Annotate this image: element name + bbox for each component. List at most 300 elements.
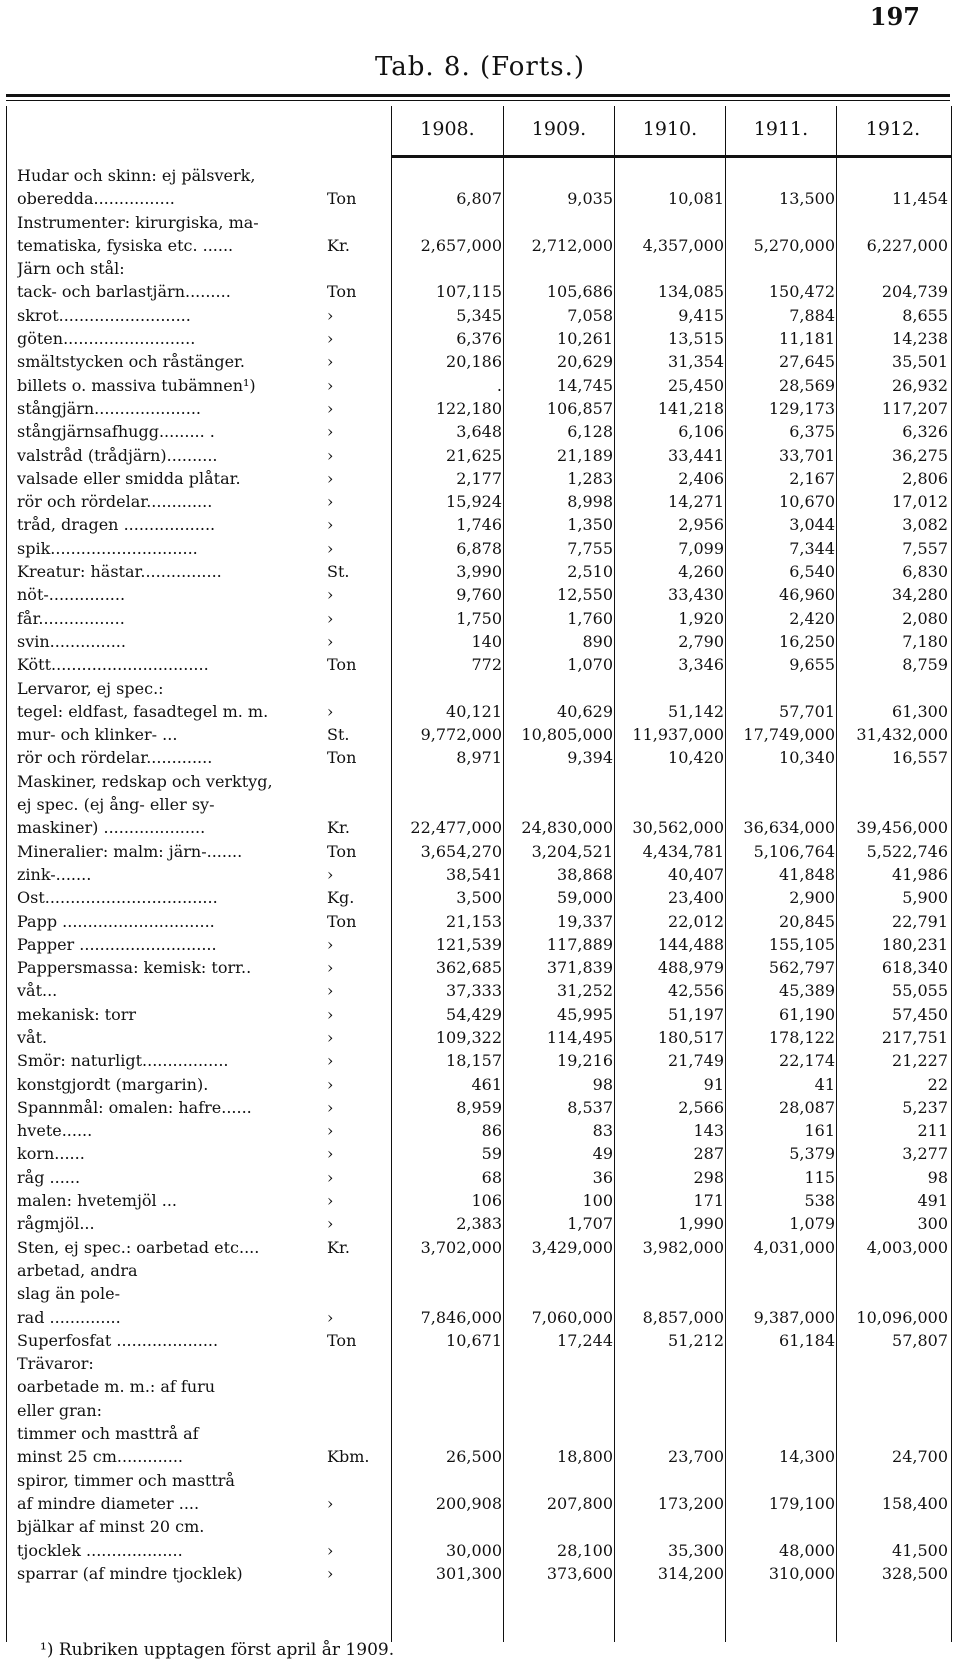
value-cell-1910: 40,407 [668, 864, 724, 884]
value-cell-1912: 3,277 [902, 1144, 948, 1164]
row-unit: › [327, 352, 334, 372]
value-cell-1908: 26,500 [446, 1447, 502, 1467]
row-label: spiror, timmer och masttrå [17, 1470, 235, 1490]
row-unit: Kr. [327, 818, 350, 838]
table-row [7, 1562, 951, 1585]
table-row [7, 770, 951, 793]
row-label: maskiner) .................... [17, 818, 206, 838]
value-cell-1909: 3,429,000 [531, 1237, 613, 1257]
value-cell-1912: 2,806 [902, 468, 948, 488]
value-cell-1911: 61,184 [779, 1330, 835, 1350]
row-unit: › [327, 1493, 334, 1513]
row-label: skrot.......................... [17, 305, 191, 325]
table-row [7, 1515, 951, 1538]
value-cell-1909: 7,058 [567, 305, 613, 325]
value-cell-1910: 3,982,000 [642, 1237, 724, 1257]
value-cell-1908: 772 [471, 655, 502, 675]
row-label: hvete...... [17, 1121, 93, 1141]
row-unit: Ton [327, 841, 357, 861]
table-row [7, 1189, 951, 1212]
value-cell-1908: 107,115 [435, 282, 502, 302]
table-row [7, 350, 951, 373]
row-label: Papp .............................. [17, 911, 215, 931]
row-unit: Ton [327, 748, 357, 768]
value-cell-1910: 14,271 [668, 492, 724, 512]
value-cell-1912: 22 [927, 1074, 948, 1094]
value-cell-1910: 171 [693, 1191, 724, 1211]
value-cell-1909: 117,889 [546, 934, 613, 954]
value-cell-1912: 117,207 [881, 398, 948, 418]
value-cell-1911: 2,900 [789, 888, 835, 908]
table-row [7, 793, 951, 816]
value-cell-1909: 31,252 [557, 981, 613, 1001]
table-row [7, 979, 951, 1002]
value-cell-1910: 10,081 [668, 189, 724, 209]
value-cell-1912: 8,655 [902, 305, 948, 325]
value-cell-1911: 6,540 [789, 562, 835, 582]
table-row [7, 863, 951, 886]
value-cell-1912: 328,500 [881, 1563, 948, 1583]
value-cell-1908: 22,477,000 [410, 818, 502, 838]
table-row [7, 746, 951, 769]
value-cell-1908: 8,959 [456, 1097, 502, 1117]
table-row [7, 956, 951, 979]
row-unit: › [327, 422, 334, 442]
table-row [7, 700, 951, 723]
row-unit: Kr. [327, 235, 350, 255]
row-unit: › [327, 375, 334, 395]
row-label: rör och rördelar............. [17, 748, 213, 768]
row-label: Maskiner, redskap och verktyg, [17, 771, 273, 791]
row-label: Mineralier: malm: järn-....... [17, 841, 243, 861]
value-cell-1911: 61,190 [779, 1004, 835, 1024]
row-label: konstgjordt (margarin). [17, 1074, 209, 1094]
table-row [7, 816, 951, 839]
value-cell-1909: 114,495 [546, 1027, 613, 1047]
row-label: svin............... [17, 631, 126, 651]
value-cell-1911: 155,105 [768, 934, 835, 954]
value-cell-1910: 180,517 [657, 1027, 724, 1047]
value-cell-1911: 28,569 [779, 375, 835, 395]
value-cell-1912: 5,237 [902, 1097, 948, 1117]
value-cell-1911: 9,655 [789, 655, 835, 675]
value-cell-1911: 161 [804, 1121, 835, 1141]
value-cell-1908: 7,846,000 [420, 1307, 502, 1327]
value-cell-1908: 10,671 [446, 1330, 502, 1350]
row-label: valstråd (trådjärn).......... [17, 445, 218, 465]
value-cell-1911: 48,000 [779, 1540, 835, 1560]
row-label: billets o. massiva tubämnen¹) [17, 375, 256, 395]
row-unit: Ton [327, 911, 357, 931]
value-cell-1912: 34,280 [892, 585, 948, 605]
value-cell-1909: 10,805,000 [521, 725, 613, 745]
row-label: slag än pole- [17, 1284, 120, 1304]
value-cell-1911: 41,848 [779, 864, 835, 884]
value-cell-1911: 10,670 [779, 492, 835, 512]
table-row [7, 583, 951, 606]
table-row [7, 1282, 951, 1305]
value-cell-1909: 14,745 [557, 375, 613, 395]
value-cell-1911: 178,122 [768, 1027, 835, 1047]
value-cell-1909: 40,629 [557, 701, 613, 721]
table-row [7, 607, 951, 630]
value-cell-1912: 55,055 [892, 981, 948, 1001]
row-unit: Ton [327, 189, 357, 209]
value-cell-1912: 7,557 [902, 538, 948, 558]
value-cell-1908: 38,541 [446, 864, 502, 884]
value-cell-1910: 21,749 [668, 1051, 724, 1071]
value-cell-1909: 19,216 [557, 1051, 613, 1071]
value-cell-1908: 3,500 [456, 888, 502, 908]
value-cell-1909: 105,686 [546, 282, 613, 302]
value-cell-1908: 200,908 [435, 1493, 502, 1513]
row-unit: › [327, 631, 334, 651]
table-row [7, 1375, 951, 1398]
value-cell-1910: 6,106 [678, 422, 724, 442]
row-unit: › [327, 468, 334, 488]
value-cell-1909: 3,204,521 [531, 841, 613, 861]
value-cell-1910: 13,515 [668, 329, 724, 349]
value-cell-1909: 7,060,000 [531, 1307, 613, 1327]
table-row [7, 1166, 951, 1189]
value-cell-1912: 22,791 [892, 911, 948, 931]
table-row [7, 234, 951, 257]
row-label: bjälkar af minst 20 cm. [17, 1517, 205, 1537]
value-cell-1912: 6,227,000 [866, 235, 948, 255]
value-cell-1909: 7,755 [567, 538, 613, 558]
table-row [7, 1212, 951, 1235]
value-cell-1909: 17,244 [557, 1330, 613, 1350]
row-unit: › [327, 1540, 334, 1560]
row-unit: › [327, 1191, 334, 1211]
row-unit: › [327, 585, 334, 605]
value-cell-1910: 2,566 [678, 1097, 724, 1117]
row-label: Ost.................................. [17, 888, 218, 908]
row-label: Spannmål: omalen: hafre...... [17, 1097, 252, 1117]
value-cell-1908: 140 [471, 631, 502, 651]
value-cell-1909: 21,189 [557, 445, 613, 465]
row-unit: Kbm. [327, 1447, 370, 1467]
value-cell-1912: 10,096,000 [856, 1307, 948, 1327]
table-row [7, 1492, 951, 1515]
row-unit: › [327, 1563, 334, 1583]
row-label: Järn och stål: [17, 259, 125, 279]
row-label: oberedda................ [17, 189, 175, 209]
value-cell-1909: 20,629 [557, 352, 613, 372]
year-header-1908: 1908. [420, 118, 475, 140]
value-cell-1911: 46,960 [779, 585, 835, 605]
value-cell-1910: 9,415 [678, 305, 724, 325]
table-row [7, 1422, 951, 1445]
table-row [7, 560, 951, 583]
value-cell-1911: 17,749,000 [743, 725, 835, 745]
row-label: mekanisk: torr [17, 1004, 137, 1024]
value-cell-1909: 1,350 [567, 515, 613, 535]
value-cell-1912: 5,900 [902, 888, 948, 908]
row-unit: › [327, 1167, 334, 1187]
row-label: timmer och masttrå af [17, 1424, 199, 1444]
value-cell-1912: 61,300 [892, 701, 948, 721]
table-row [7, 630, 951, 653]
row-unit: Ton [327, 282, 357, 302]
year-header-1911: 1911. [753, 118, 809, 140]
row-unit: › [327, 492, 334, 512]
year-header-1912: 1912. [865, 118, 921, 140]
value-cell-1908: 121,539 [435, 934, 502, 954]
table-row [7, 537, 951, 560]
row-label: ej spec. (ej ång- eller sy- [17, 795, 215, 815]
value-cell-1908: 6,807 [456, 189, 502, 209]
row-label: malen: hvetemjöl ... [17, 1191, 178, 1211]
year-header-1910: 1910. [642, 118, 698, 140]
value-cell-1908: 2,383 [456, 1214, 502, 1234]
row-label: stångjärn..................... [17, 398, 201, 418]
value-cell-1910: 3,346 [678, 655, 724, 675]
row-unit: › [327, 1121, 334, 1141]
row-label: Kött............................... [17, 655, 209, 675]
value-cell-1908: 6,878 [456, 538, 502, 558]
value-cell-1909: 9,394 [567, 748, 613, 768]
row-label: rågmjöl... [17, 1214, 95, 1234]
row-unit: › [327, 701, 334, 721]
row-label: sparrar (af mindre tjocklek) [17, 1563, 243, 1583]
table-row [7, 1399, 951, 1422]
table-row [7, 490, 951, 513]
value-cell-1908: 3,702,000 [420, 1237, 502, 1257]
value-cell-1912: 39,456,000 [856, 818, 948, 838]
top-rule [6, 94, 950, 97]
value-cell-1910: 144,488 [657, 934, 724, 954]
table-row [7, 677, 951, 700]
value-cell-1911: 5,379 [789, 1144, 835, 1164]
value-cell-1911: 5,106,764 [753, 841, 835, 861]
value-cell-1911: 28,087 [779, 1097, 835, 1117]
value-cell-1910: 4,260 [678, 562, 724, 582]
value-cell-1912: 8,759 [902, 655, 948, 675]
value-cell-1908: 1,746 [456, 515, 502, 535]
row-unit: › [327, 1074, 334, 1094]
value-cell-1909: 59,000 [557, 888, 613, 908]
value-cell-1912: 211 [917, 1121, 948, 1141]
value-cell-1912: 5,522,746 [866, 841, 948, 861]
row-label: valsade eller smidda plåtar. [17, 468, 241, 488]
row-unit: › [327, 958, 334, 978]
value-cell-1912: 300 [917, 1214, 948, 1234]
row-unit: › [327, 934, 334, 954]
value-cell-1909: 106,857 [546, 398, 613, 418]
table-row [7, 653, 951, 676]
value-cell-1909: 28,100 [557, 1540, 613, 1560]
value-cell-1911: 538 [804, 1191, 835, 1211]
value-cell-1909: 1,707 [567, 1214, 613, 1234]
value-cell-1908: 20,186 [446, 352, 502, 372]
value-cell-1912: 204,739 [881, 282, 948, 302]
table-row [7, 327, 951, 350]
table-row [7, 1119, 951, 1142]
value-cell-1909: 6,128 [567, 422, 613, 442]
value-cell-1912: 2,080 [902, 608, 948, 628]
value-cell-1909: 9,035 [567, 189, 613, 209]
value-cell-1911: 3,044 [789, 515, 835, 535]
value-cell-1910: 51,212 [668, 1330, 724, 1350]
value-cell-1911: 129,173 [768, 398, 835, 418]
table-row [7, 1026, 951, 1049]
value-cell-1908: 15,924 [446, 492, 502, 512]
row-label: råg ...... [17, 1167, 81, 1187]
row-label: Sten, ej spec.: oarbetad etc.... [17, 1237, 260, 1257]
value-cell-1910: 173,200 [657, 1493, 724, 1513]
table-row [7, 1096, 951, 1119]
value-cell-1911: 10,340 [779, 748, 835, 768]
value-cell-1910: 25,450 [668, 375, 724, 395]
table-row [7, 723, 951, 746]
value-cell-1909: 371,839 [546, 958, 613, 978]
value-cell-1908: 106 [471, 1191, 502, 1211]
value-cell-1910: 23,700 [668, 1447, 724, 1467]
value-cell-1909: 207,800 [546, 1493, 613, 1513]
value-cell-1911: 57,701 [779, 701, 835, 721]
value-cell-1911: 2,167 [789, 468, 835, 488]
value-cell-1910: 31,354 [668, 352, 724, 372]
row-unit: Ton [327, 655, 357, 675]
value-cell-1912: 14,238 [892, 329, 948, 349]
value-cell-1910: 1,920 [678, 608, 724, 628]
value-cell-1908: 54,429 [446, 1004, 502, 1024]
header-rule [392, 155, 951, 158]
row-label: tråd, dragen .................. [17, 515, 216, 535]
value-cell-1910: 2,790 [678, 631, 724, 651]
table-row [7, 211, 951, 234]
value-cell-1909: 100 [582, 1191, 613, 1211]
row-label: af mindre diameter .... [17, 1493, 200, 1513]
value-cell-1911: 6,375 [789, 422, 835, 442]
value-cell-1911: 14,300 [779, 1447, 835, 1467]
value-cell-1912: 24,700 [892, 1447, 948, 1467]
table-row [7, 444, 951, 467]
value-cell-1912: 11,454 [892, 189, 948, 209]
value-cell-1908: 3,648 [456, 422, 502, 442]
row-label: eller gran: [17, 1400, 103, 1420]
value-cell-1908: 9,772,000 [420, 725, 502, 745]
value-cell-1912: 491 [917, 1191, 948, 1211]
row-label: Hudar och skinn: ej pälsverk, [17, 166, 256, 185]
value-cell-1910: 35,300 [668, 1540, 724, 1560]
value-cell-1912: 618,340 [881, 958, 948, 978]
value-cell-1911: 310,000 [768, 1563, 835, 1583]
value-cell-1911: 33,701 [779, 445, 835, 465]
value-cell-1908: 68 [481, 1167, 502, 1187]
value-cell-1912: 31,432,000 [856, 725, 948, 745]
table-row [7, 1236, 951, 1259]
value-cell-1909: 373,600 [546, 1563, 613, 1583]
row-label: tack- och barlastjärn......... [17, 282, 231, 302]
value-cell-1910: 141,218 [657, 398, 724, 418]
value-cell-1912: 180,231 [881, 934, 948, 954]
row-unit: › [327, 538, 334, 558]
row-label: Smör: naturligt................. [17, 1051, 229, 1071]
value-cell-1911: 36,634,000 [743, 818, 835, 838]
value-cell-1909: 2,510 [567, 562, 613, 582]
value-cell-1909: 83 [592, 1121, 613, 1141]
value-cell-1912: 7,180 [902, 631, 948, 651]
value-cell-1908: 86 [481, 1121, 502, 1141]
year-header-1909: 1909. [531, 118, 587, 140]
value-cell-1910: 287 [693, 1144, 724, 1164]
row-label: Trävaror: [17, 1354, 94, 1374]
value-cell-1908: 5,345 [456, 305, 502, 325]
row-label: korn...... [17, 1144, 85, 1164]
value-cell-1908: 3,654,270 [420, 841, 502, 861]
row-label: mur- och klinker- ... [17, 725, 178, 745]
value-cell-1908: 362,685 [435, 958, 502, 978]
value-cell-1912: 26,932 [892, 375, 948, 395]
value-cell-1911: 4,031,000 [753, 1237, 835, 1257]
value-cell-1910: 2,406 [678, 468, 724, 488]
value-cell-1909: 1,283 [567, 468, 613, 488]
row-label: rad .............. [17, 1307, 121, 1327]
value-cell-1912: 41,986 [892, 864, 948, 884]
value-cell-1909: 1,070 [567, 655, 613, 675]
row-unit: › [327, 1307, 334, 1327]
value-cell-1908: 3,990 [456, 562, 502, 582]
value-cell-1910: 8,857,000 [642, 1307, 724, 1327]
value-cell-1910: 33,430 [668, 585, 724, 605]
row-unit: Kg. [327, 888, 355, 908]
row-label: Kreatur: hästar................ [17, 562, 222, 582]
value-cell-1910: 488,979 [657, 958, 724, 978]
table-row [7, 187, 951, 210]
row-label: tjocklek ................... [17, 1540, 183, 1560]
table-row [7, 910, 951, 933]
table-row [7, 1306, 951, 1329]
table-row [7, 933, 951, 956]
value-cell-1909: 8,998 [567, 492, 613, 512]
value-cell-1909: 38,868 [557, 864, 613, 884]
value-cell-1910: 22,012 [668, 911, 724, 931]
table-row [7, 1049, 951, 1072]
row-unit: › [327, 981, 334, 1001]
value-cell-1908: 18,157 [446, 1051, 502, 1071]
table-row [7, 513, 951, 536]
row-label: minst 25 cm............. [17, 1447, 184, 1467]
value-cell-1909: 19,337 [557, 911, 613, 931]
row-unit: › [327, 1004, 334, 1024]
value-cell-1908: 2,657,000 [420, 235, 502, 255]
row-label: zink-....... [17, 864, 92, 884]
table-row [7, 1073, 951, 1096]
value-cell-1911: 7,884 [789, 305, 835, 325]
value-cell-1908: 1,750 [456, 608, 502, 628]
row-label: får................. [17, 608, 125, 628]
value-cell-1912: 3,082 [902, 515, 948, 535]
row-label: göten.......................... [17, 329, 196, 349]
row-label: Lervaror, ej spec.: [17, 678, 164, 698]
value-cell-1908: 59 [481, 1144, 502, 1164]
value-cell-1912: 17,012 [892, 492, 948, 512]
row-label: stångjärnsafhugg......... . [17, 422, 215, 442]
row-label: Superfosfat .................... [17, 1330, 219, 1350]
value-cell-1911: 22,174 [779, 1051, 835, 1071]
row-label: tematiska, fysiska etc. ...... [17, 235, 234, 255]
value-cell-1908: 122,180 [435, 398, 502, 418]
row-unit: › [327, 864, 334, 884]
value-cell-1908: 6,376 [456, 329, 502, 349]
value-cell-1910: 11,937,000 [632, 725, 724, 745]
page-number: 197 [869, 2, 920, 31]
value-cell-1910: 4,357,000 [642, 235, 724, 255]
value-cell-1911: 115 [804, 1167, 835, 1187]
value-cell-1909: 10,261 [557, 329, 613, 349]
